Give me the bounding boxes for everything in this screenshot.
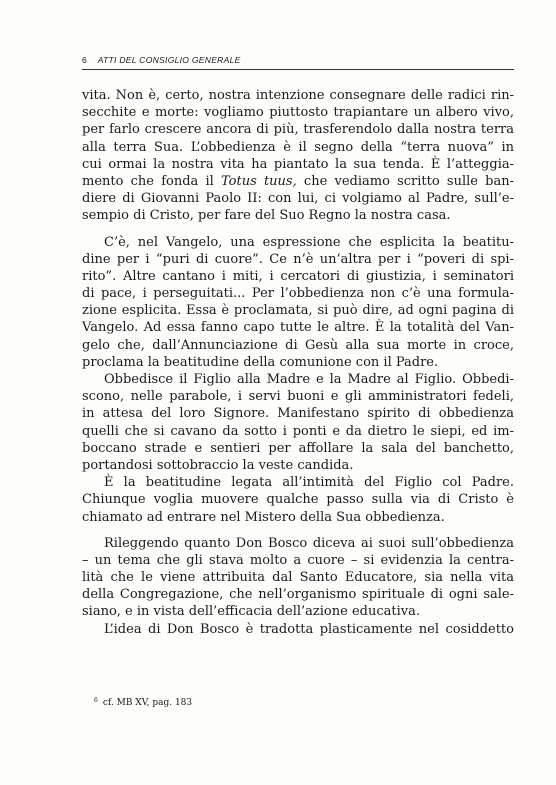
text-line: Rileggendo quanto Don Bosco diceva ai suoi sull’obbedienza (104, 535, 514, 551)
running-head (82, 55, 241, 65)
text-line: vita. Non è, certo, nostra intenzione consegnare delle radici rin- (82, 88, 514, 103)
text-line: per farlo crescere ancora di più, trasferendolo dalla nostra terra (82, 122, 514, 138)
text-line: lità che le viene attribuita dal Santo Educatore, sia nella vita (82, 570, 514, 586)
text-line: portandosi sottobraccio la veste candida. (82, 457, 354, 473)
footnote-marker: 6 (94, 697, 98, 704)
text-line: cui ormai la nostra vita ha piantato la sua tenda. È l’atteggia- (82, 156, 514, 172)
text-line: diere di Giovanni Paolo II: con lui, ci volgiamo al Padre, sull’e- (82, 191, 514, 207)
text-line: in attesa del loro Signore. Manifestano spirito di obbedienza (82, 406, 514, 422)
paragraph-6 (82, 621, 514, 638)
text-line: chiamato ad entrare nel Mistero della Sua obbedienza. (82, 509, 445, 525)
paragraph-1 (82, 87, 514, 225)
paragraph-4 (82, 474, 514, 526)
text-line: della Congregazione, che nell’organismo spirituale di ogni sale- (82, 587, 514, 603)
text-line: scono, nelle parabole, i servi buoni e gli amministratori fedeli, (82, 389, 514, 405)
text-line: secchite e morte: vogliamo piuttosto trapiantare un albero vivo, (82, 105, 514, 121)
text-line: C’è, nel Vangelo, una espressione che esplicita la beatitu- (104, 234, 514, 250)
text-line: Chiunque voglia muovere qualche passo sulla via di Cristo è (82, 492, 514, 508)
text-line: proclama la beatitudine della comunione con il Padre. (82, 354, 439, 370)
text-line: alla terra Sua. L’obbedienza è il segno della “terra nuova” in (82, 139, 514, 155)
text-line: boccano strade e sentieri per affollare la sala del banchetto, (82, 440, 514, 456)
footnote (94, 697, 192, 708)
text-line: È la beatitudine legata all’intimità del Figlio col Padre. (104, 475, 514, 491)
paragraph-2 (82, 234, 514, 372)
text-line: sempio di Cristo, per fare del Suo Regno la nostra casa. (82, 208, 451, 224)
running-title: ATTI DEL CONSIGLIO GENERALE (97, 55, 241, 65)
header-rule (82, 69, 514, 70)
text-line: – un tema che gli stava molto a cuore – si evidenzia la centra- (82, 552, 514, 568)
text-line-italic: mento che fonda il Totus tuus, che vediamo scritto sulle ban- (82, 173, 514, 189)
text-line: Obbedisce il Figlio alla Madre e la Madre al Figlio. Obbedi- (104, 372, 514, 387)
text-line: Vangelo. Ad essa fanno capo tutte le altre. È la totalità del Van- (82, 320, 514, 336)
text-line: dine per i “puri di cuore”. Ce n’è un’altra per i “poveri di spi- (82, 251, 514, 267)
text-line: gelo che, dall’Annunciazione di Gesù alla sua morte in croce, (82, 337, 514, 353)
text-line: di pace, i perseguitati... Per l’obbedienza non c’è una formula- (82, 286, 514, 302)
body-text (82, 87, 514, 638)
italic-phrase: Totus tuus, (221, 173, 297, 189)
text-line: quelli che si cavano da sotto i ponti e da dietro le siepi, ed im- (82, 423, 514, 439)
footnote-text: cf. MB XV, pag. 183 (102, 698, 193, 708)
text-line: L’idea di Don Bosco è tradotta plasticamente nel cosiddetto (104, 621, 514, 637)
paragraph-3 (82, 371, 514, 474)
text-line: siano, e in vista dell’efficacia dell’azione educativa. (82, 604, 420, 620)
paragraph-5 (82, 535, 514, 621)
text-line: rito”. Altre cantano i miti, i cercatori di giustizia, i seminatori (82, 268, 514, 284)
page-number: 6 (82, 55, 88, 65)
text-line: zione esplicita. Essa è proclamata, si può dire, ad ogni pagina di (82, 303, 514, 319)
